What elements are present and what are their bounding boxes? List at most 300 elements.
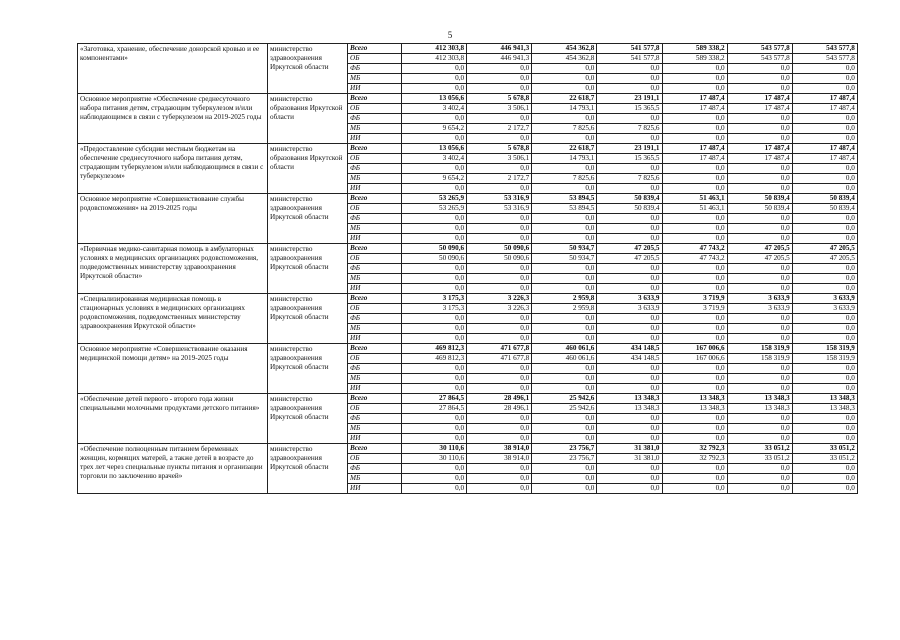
funding-source-label: МБ (348, 174, 402, 184)
amount-cell: 0,0 (792, 364, 857, 374)
amount-cell: 13 348,3 (662, 404, 727, 414)
amount-cell: 50 090,6 (402, 244, 467, 254)
amount-cell: 28 496,1 (467, 404, 532, 414)
amount-cell: 0,0 (662, 74, 727, 84)
table-row (78, 444, 858, 454)
amount-cell: 0,0 (727, 414, 792, 424)
amount-cell: 0,0 (402, 264, 467, 274)
amount-cell: 0,0 (662, 474, 727, 484)
amount-cell: 0,0 (402, 84, 467, 94)
amount-cell: 0,0 (402, 74, 467, 84)
amount-cell: 33 051,2 (792, 444, 857, 454)
amount-cell: 31 381,0 (597, 444, 662, 454)
amount-cell: 0,0 (792, 214, 857, 224)
amount-cell: 0,0 (532, 234, 597, 244)
amount-cell: 0,0 (597, 274, 662, 284)
funding-source-label: Всего (348, 44, 402, 54)
funding-source-label: ОБ (348, 304, 402, 314)
amount-cell: 0,0 (402, 314, 467, 324)
executor-cell: министерство образования Иркутской области (268, 144, 348, 194)
amount-cell: 0,0 (662, 424, 727, 434)
amount-cell: 3 633,9 (792, 294, 857, 304)
amount-cell: 3 633,9 (727, 304, 792, 314)
amount-cell: 0,0 (467, 64, 532, 74)
funding-source-label: МБ (348, 124, 402, 134)
amount-cell: 33 051,2 (727, 454, 792, 464)
amount-cell: 0,0 (727, 334, 792, 344)
amount-cell: 589 338,2 (662, 44, 727, 54)
amount-cell: 5 678,8 (467, 94, 532, 104)
amount-cell: 0,0 (402, 464, 467, 474)
amount-cell: 0,0 (727, 314, 792, 324)
amount-cell: 0,0 (597, 424, 662, 434)
amount-cell: 0,0 (402, 134, 467, 144)
amount-cell: 0,0 (532, 424, 597, 434)
amount-cell: 25 942,6 (532, 404, 597, 414)
amount-cell: 0,0 (792, 264, 857, 274)
amount-cell: 0,0 (727, 364, 792, 374)
amount-cell: 13 348,3 (792, 404, 857, 414)
funding-source-label: МБ (348, 74, 402, 84)
amount-cell: 50 839,4 (792, 194, 857, 204)
amount-cell: 0,0 (662, 84, 727, 94)
amount-cell: 17 487,4 (662, 94, 727, 104)
amount-cell: 0,0 (727, 214, 792, 224)
amount-cell: 0,0 (727, 134, 792, 144)
amount-cell: 0,0 (402, 114, 467, 124)
amount-cell: 0,0 (662, 264, 727, 274)
amount-cell: 0,0 (532, 284, 597, 294)
amount-cell: 0,0 (402, 164, 467, 174)
amount-cell: 0,0 (597, 284, 662, 294)
amount-cell: 0,0 (467, 434, 532, 444)
amount-cell: 412 303,8 (402, 44, 467, 54)
amount-cell: 50 090,6 (467, 254, 532, 264)
funding-source-label: ФБ (348, 164, 402, 174)
amount-cell: 0,0 (402, 364, 467, 374)
amount-cell: 17 487,4 (662, 104, 727, 114)
amount-cell: 0,0 (467, 184, 532, 194)
executor-cell: министерство здравоохранения Иркутской области (268, 44, 348, 94)
amount-cell: 53 265,9 (402, 204, 467, 214)
amount-cell: 0,0 (662, 64, 727, 74)
amount-cell: 0,0 (662, 114, 727, 124)
amount-cell: 47 205,5 (727, 244, 792, 254)
amount-cell: 0,0 (727, 424, 792, 434)
amount-cell: 158 319,9 (792, 344, 857, 354)
amount-cell: 543 577,8 (727, 44, 792, 54)
funding-source-label: МБ (348, 474, 402, 484)
amount-cell: 446 941,3 (467, 54, 532, 64)
amount-cell: 3 175,3 (402, 304, 467, 314)
amount-cell: 0,0 (727, 474, 792, 484)
amount-cell: 0,0 (662, 234, 727, 244)
amount-cell: 0,0 (727, 284, 792, 294)
executor-cell: министерство здравоохранения Иркутской области (268, 444, 348, 494)
amount-cell: 0,0 (532, 324, 597, 334)
amount-cell: 13 348,3 (792, 394, 857, 404)
amount-cell: 0,0 (597, 224, 662, 234)
amount-cell: 158 319,9 (792, 354, 857, 364)
amount-cell: 0,0 (402, 234, 467, 244)
amount-cell: 460 061,6 (532, 354, 597, 364)
amount-cell: 13 348,3 (727, 394, 792, 404)
amount-cell: 0,0 (727, 174, 792, 184)
amount-cell: 17 487,4 (727, 154, 792, 164)
amount-cell: 0,0 (532, 414, 597, 424)
amount-cell: 28 496,1 (467, 394, 532, 404)
funding-source-label: ИИ (348, 284, 402, 294)
amount-cell: 50 839,4 (792, 204, 857, 214)
executor-cell: министерство здравоохранения Иркутской области (268, 194, 348, 244)
amount-cell: 0,0 (597, 74, 662, 84)
table-row (78, 294, 858, 304)
funding-source-label: Всего (348, 144, 402, 154)
amount-cell: 541 577,8 (597, 54, 662, 64)
amount-cell: 9 654,2 (402, 174, 467, 184)
amount-cell: 0,0 (727, 434, 792, 444)
amount-cell: 0,0 (467, 414, 532, 424)
amount-cell: 0,0 (402, 224, 467, 234)
amount-cell: 7 825,6 (597, 174, 662, 184)
amount-cell: 47 743,2 (662, 254, 727, 264)
funding-source-label: ИИ (348, 484, 402, 494)
amount-cell: 0,0 (727, 64, 792, 74)
amount-cell: 0,0 (662, 184, 727, 194)
executor-cell: министерство здравоохранения Иркутской области (268, 394, 348, 444)
amount-cell: 7 825,6 (597, 124, 662, 134)
amount-cell: 17 487,4 (662, 154, 727, 164)
budget-table-body (78, 44, 858, 494)
amount-cell: 50 934,7 (532, 244, 597, 254)
amount-cell: 0,0 (467, 374, 532, 384)
amount-cell: 0,0 (662, 284, 727, 294)
amount-cell: 0,0 (467, 84, 532, 94)
amount-cell: 0,0 (727, 274, 792, 284)
amount-cell: 0,0 (467, 134, 532, 144)
activity-description: «Первичная медико-санитарная помощь в амбулаторных условиях в медицинских организациях родовспоможения, подведомственных министерству здравоохранения Иркутской области» (78, 244, 268, 294)
executor-cell: министерство здравоохранения Иркутской области (268, 244, 348, 294)
amount-cell: 543 577,8 (792, 44, 857, 54)
amount-cell: 3 175,3 (402, 294, 467, 304)
amount-cell: 17 487,4 (792, 144, 857, 154)
amount-cell: 47 205,5 (792, 244, 857, 254)
amount-cell: 0,0 (532, 434, 597, 444)
amount-cell: 0,0 (727, 224, 792, 234)
amount-cell: 0,0 (467, 334, 532, 344)
amount-cell: 0,0 (727, 324, 792, 334)
amount-cell: 0,0 (532, 164, 597, 174)
amount-cell: 0,0 (792, 74, 857, 84)
amount-cell: 17 487,4 (792, 154, 857, 164)
amount-cell: 22 618,7 (532, 144, 597, 154)
amount-cell: 0,0 (597, 364, 662, 374)
amount-cell: 47 205,5 (597, 254, 662, 264)
amount-cell: 50 090,6 (402, 254, 467, 264)
funding-source-label: ИИ (348, 234, 402, 244)
amount-cell: 15 365,5 (597, 104, 662, 114)
amount-cell: 0,0 (597, 324, 662, 334)
amount-cell: 0,0 (532, 484, 597, 494)
amount-cell: 2 959,8 (532, 304, 597, 314)
amount-cell: 0,0 (792, 114, 857, 124)
amount-cell: 0,0 (727, 484, 792, 494)
amount-cell: 3 633,9 (727, 294, 792, 304)
amount-cell: 543 577,8 (727, 54, 792, 64)
amount-cell: 0,0 (597, 214, 662, 224)
funding-source-label: ОБ (348, 404, 402, 414)
amount-cell: 469 812,3 (402, 344, 467, 354)
amount-cell: 0,0 (792, 124, 857, 134)
amount-cell: 30 110,6 (402, 454, 467, 464)
amount-cell: 0,0 (402, 274, 467, 284)
amount-cell: 13 348,3 (597, 394, 662, 404)
amount-cell: 0,0 (402, 284, 467, 294)
amount-cell: 0,0 (467, 424, 532, 434)
amount-cell: 27 864,5 (402, 394, 467, 404)
amount-cell: 0,0 (532, 314, 597, 324)
amount-cell: 3 633,9 (597, 294, 662, 304)
amount-cell: 0,0 (402, 484, 467, 494)
amount-cell: 0,0 (662, 374, 727, 384)
activity-description: «Заготовка, хранение, обеспечение донорской кровью и ее компонентами» (78, 44, 268, 94)
amount-cell: 32 792,3 (662, 444, 727, 454)
amount-cell: 0,0 (467, 284, 532, 294)
amount-cell: 541 577,8 (597, 44, 662, 54)
amount-cell: 3 402,4 (402, 104, 467, 114)
budget-table (77, 43, 858, 494)
amount-cell: 0,0 (402, 374, 467, 384)
funding-source-label: ФБ (348, 414, 402, 424)
amount-cell: 158 319,9 (727, 344, 792, 354)
amount-cell: 0,0 (532, 224, 597, 234)
amount-cell: 17 487,4 (792, 94, 857, 104)
amount-cell: 7 825,6 (532, 174, 597, 184)
amount-cell: 0,0 (467, 474, 532, 484)
amount-cell: 0,0 (402, 184, 467, 194)
funding-source-label: ОБ (348, 454, 402, 464)
amount-cell: 2 172,7 (467, 174, 532, 184)
executor-cell: министерство здравоохранения Иркутской области (268, 344, 348, 394)
amount-cell: 0,0 (792, 464, 857, 474)
amount-cell: 0,0 (662, 364, 727, 374)
amount-cell: 0,0 (792, 424, 857, 434)
amount-cell: 0,0 (792, 134, 857, 144)
funding-source-label: ФБ (348, 464, 402, 474)
amount-cell: 3 226,3 (467, 294, 532, 304)
amount-cell: 23 191,1 (597, 94, 662, 104)
funding-source-label: ИИ (348, 134, 402, 144)
funding-source-label: МБ (348, 324, 402, 334)
table-row (78, 194, 858, 204)
table-row (78, 94, 858, 104)
amount-cell: 0,0 (532, 184, 597, 194)
amount-cell: 0,0 (727, 164, 792, 174)
amount-cell: 434 148,5 (597, 354, 662, 364)
funding-source-label: ОБ (348, 104, 402, 114)
amount-cell: 53 316,9 (467, 204, 532, 214)
funding-source-label: ИИ (348, 434, 402, 444)
amount-cell: 0,0 (402, 324, 467, 334)
funding-source-label: МБ (348, 224, 402, 234)
amount-cell: 47 205,5 (597, 244, 662, 254)
amount-cell: 0,0 (792, 84, 857, 94)
amount-cell: 7 825,6 (532, 124, 597, 134)
amount-cell: 51 463,1 (662, 194, 727, 204)
amount-cell: 50 934,7 (532, 254, 597, 264)
amount-cell: 0,0 (792, 234, 857, 244)
funding-source-label: Всего (348, 244, 402, 254)
amount-cell: 0,0 (402, 424, 467, 434)
amount-cell: 446 941,3 (467, 44, 532, 54)
amount-cell: 0,0 (727, 184, 792, 194)
table-row (78, 144, 858, 154)
amount-cell: 0,0 (402, 474, 467, 484)
amount-cell: 0,0 (792, 474, 857, 484)
amount-cell: 27 864,5 (402, 404, 467, 414)
funding-source-label: ОБ (348, 154, 402, 164)
funding-source-label: ИИ (348, 184, 402, 194)
amount-cell: 0,0 (792, 324, 857, 334)
amount-cell: 0,0 (532, 214, 597, 224)
amount-cell: 0,0 (467, 314, 532, 324)
amount-cell: 14 793,1 (532, 104, 597, 114)
amount-cell: 50 090,6 (467, 244, 532, 254)
amount-cell: 3 506,1 (467, 154, 532, 164)
amount-cell: 0,0 (597, 114, 662, 124)
page-number: 5 (447, 30, 453, 40)
funding-source-label: ИИ (348, 84, 402, 94)
amount-cell: 543 577,8 (792, 54, 857, 64)
amount-cell: 0,0 (792, 384, 857, 394)
amount-cell: 0,0 (402, 414, 467, 424)
amount-cell: 31 381,0 (597, 454, 662, 464)
funding-source-label: ОБ (348, 204, 402, 214)
activity-description: «Обеспечение детей первого - второго года жизни специальными молочными продуктами детского питания» (78, 394, 268, 444)
amount-cell: 0,0 (662, 174, 727, 184)
amount-cell: 0,0 (792, 414, 857, 424)
amount-cell: 47 205,5 (792, 254, 857, 264)
amount-cell: 0,0 (792, 224, 857, 234)
amount-cell: 0,0 (792, 314, 857, 324)
activity-description: Основное мероприятие «Совершенствование оказания медицинской помощи детям» на 2019-2025 годы (78, 344, 268, 394)
amount-cell: 0,0 (792, 164, 857, 174)
funding-source-label: Всего (348, 194, 402, 204)
amount-cell: 23 756,7 (532, 444, 597, 454)
amount-cell: 13 348,3 (662, 394, 727, 404)
amount-cell: 50 839,4 (727, 204, 792, 214)
amount-cell: 0,0 (662, 464, 727, 474)
amount-cell: 30 110,6 (402, 444, 467, 454)
amount-cell: 0,0 (792, 284, 857, 294)
amount-cell: 0,0 (402, 214, 467, 224)
amount-cell: 0,0 (532, 64, 597, 74)
amount-cell: 23 191,1 (597, 144, 662, 154)
amount-cell: 0,0 (532, 334, 597, 344)
amount-cell: 0,0 (727, 384, 792, 394)
amount-cell: 471 677,8 (467, 344, 532, 354)
amount-cell: 0,0 (467, 324, 532, 334)
amount-cell: 0,0 (792, 374, 857, 384)
amount-cell: 47 743,2 (662, 244, 727, 254)
amount-cell: 0,0 (597, 334, 662, 344)
amount-cell: 0,0 (402, 384, 467, 394)
table-row (78, 344, 858, 354)
amount-cell: 0,0 (467, 464, 532, 474)
amount-cell: 33 051,2 (792, 454, 857, 464)
amount-cell: 0,0 (662, 384, 727, 394)
activity-description: «Специализированная медицинская помощь в стационарных условиях в медицинских организациях родовспоможения, подведомственных министерству здравоохранения Иркутской области» (78, 294, 268, 344)
amount-cell: 3 506,1 (467, 104, 532, 114)
amount-cell: 0,0 (727, 124, 792, 134)
amount-cell: 14 793,1 (532, 154, 597, 164)
amount-cell: 17 487,4 (792, 104, 857, 114)
amount-cell: 0,0 (662, 434, 727, 444)
amount-cell: 0,0 (727, 114, 792, 124)
amount-cell: 0,0 (597, 474, 662, 484)
amount-cell: 0,0 (597, 134, 662, 144)
amount-cell: 469 812,3 (402, 354, 467, 364)
amount-cell: 0,0 (467, 484, 532, 494)
amount-cell: 0,0 (662, 224, 727, 234)
funding-source-label: ОБ (348, 254, 402, 264)
amount-cell: 3 633,9 (597, 304, 662, 314)
activity-description: Основное мероприятие «Обеспечение среднесуточного набора питания детям, страдающим туберкулезом и/или наблюдающимся в связи с туберкулезом на 2019-2025 годы (78, 94, 268, 144)
amount-cell: 0,0 (597, 84, 662, 94)
amount-cell: 50 839,4 (597, 204, 662, 214)
table-row (78, 244, 858, 254)
amount-cell: 0,0 (792, 64, 857, 74)
activity-description: Основное мероприятие «Совершенствование службы родовспоможения» на 2019-2025 годы (78, 194, 268, 244)
amount-cell: 5 678,8 (467, 144, 532, 154)
amount-cell: 0,0 (402, 434, 467, 444)
amount-cell: 0,0 (597, 264, 662, 274)
amount-cell: 167 006,6 (662, 354, 727, 364)
amount-cell: 0,0 (467, 74, 532, 84)
amount-cell: 50 839,4 (597, 194, 662, 204)
amount-cell: 0,0 (727, 464, 792, 474)
amount-cell: 0,0 (662, 334, 727, 344)
funding-source-label: МБ (348, 274, 402, 284)
amount-cell: 3 719,9 (662, 294, 727, 304)
funding-source-label: Всего (348, 294, 402, 304)
amount-cell: 158 319,9 (727, 354, 792, 364)
funding-source-label: Всего (348, 444, 402, 454)
amount-cell: 0,0 (532, 114, 597, 124)
amount-cell: 0,0 (532, 364, 597, 374)
funding-source-label: ФБ (348, 214, 402, 224)
amount-cell: 0,0 (597, 484, 662, 494)
amount-cell: 589 338,2 (662, 54, 727, 64)
amount-cell: 17 487,4 (727, 104, 792, 114)
amount-cell: 53 894,5 (532, 204, 597, 214)
amount-cell: 0,0 (467, 364, 532, 374)
amount-cell: 0,0 (727, 374, 792, 384)
funding-source-label: МБ (348, 374, 402, 384)
amount-cell: 0,0 (727, 84, 792, 94)
amount-cell: 0,0 (532, 474, 597, 484)
funding-source-label: ФБ (348, 364, 402, 374)
funding-source-label: ОБ (348, 354, 402, 364)
amount-cell: 38 914,0 (467, 444, 532, 454)
amount-cell: 15 365,5 (597, 154, 662, 164)
amount-cell: 13 348,3 (597, 404, 662, 414)
amount-cell: 0,0 (467, 164, 532, 174)
amount-cell: 50 839,4 (727, 194, 792, 204)
amount-cell: 0,0 (662, 314, 727, 324)
amount-cell: 0,0 (467, 264, 532, 274)
amount-cell: 22 618,7 (532, 94, 597, 104)
